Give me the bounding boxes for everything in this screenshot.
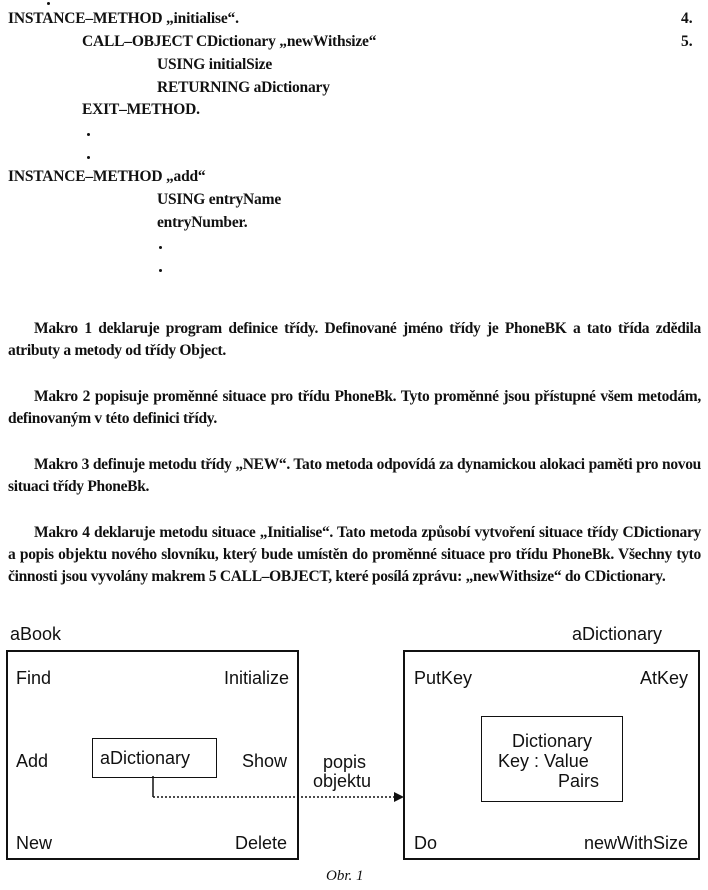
method-show: Show [241, 751, 287, 771]
method-add: Add [16, 751, 49, 771]
paragraph-2: Makro 2 popisuje proměnné situace pro třídu PhoneBk. Tyto proměnné jsou přístupné všem metodám, definovaným v této definici třídy. [8, 388, 701, 427]
arrow-label-line-1: popis [323, 752, 367, 772]
dictionary-label-line-2: Key : Value [498, 751, 589, 771]
method-new: New [16, 833, 53, 853]
diagram-left-title: aBook [10, 624, 62, 644]
dictionary-label-line-1: Dictionary [512, 731, 593, 751]
code-line-1: INSTANCE–METHOD „initialise“. [8, 10, 239, 27]
code-line-8: entryNumber. [157, 214, 248, 231]
method-newwithsize: newWithSize [583, 833, 688, 853]
adictionary-object-box [403, 650, 700, 860]
dictionary-data-box [481, 716, 623, 802]
paragraph-3: Makro 3 definuje metodu třídy „NEW“. Tato metoda odpovídá za dynamickou alokaci paměti pro novou situaci třídy PhoneBk. [8, 456, 701, 495]
code-line-7: USING entryName [157, 191, 281, 208]
code-line-2: CALL–OBJECT CDictionary „newWithsize“ [82, 33, 377, 50]
method-putkey: PutKey [414, 668, 473, 688]
method-do: Do [414, 833, 438, 853]
macro-number-4: 4. [681, 10, 693, 27]
code-line-3: USING initialSize [157, 56, 273, 73]
arrow-label-line-2: objektu [313, 771, 372, 791]
code-line-4: RETURNING aDictionary [157, 79, 330, 96]
macro-number-5: 5. [681, 33, 693, 50]
code-line-6: INSTANCE–METHOD „add“ [8, 168, 206, 185]
method-initialize: Initialize [223, 668, 289, 688]
code-line-5: EXIT–METHOD. [82, 101, 200, 118]
figure-caption: Obr. 1 [326, 868, 364, 884]
dictionary-label-line-3: Pairs [558, 771, 600, 791]
method-atkey: AtKey [639, 668, 688, 688]
adictionary-label: aDictionary [100, 748, 191, 768]
method-delete: Delete [234, 833, 287, 853]
paragraph-1: Makro 1 deklaruje program definice třídy. Definované jméno třídy je PhoneBK a tato třída zdědila atributy a metody od třídy Object. [8, 320, 701, 359]
method-find: Find [16, 668, 52, 688]
paragraph-4: Makro 4 deklaruje metodu situace „Initialise“. Tato metoda způsobí vytvoření situace třídy CDictionary a popis objektu nového slovníku, který bude umístěn do proměnné situace pro třídu PhoneBk. Všechny tyto činnosti jsou vyvolány makrem 5 CALL–OBJECT, které posílá zprávu: „newWithsize“ do CDictionary. [8, 524, 701, 585]
diagram-right-title: aDictionary [572, 624, 663, 644]
